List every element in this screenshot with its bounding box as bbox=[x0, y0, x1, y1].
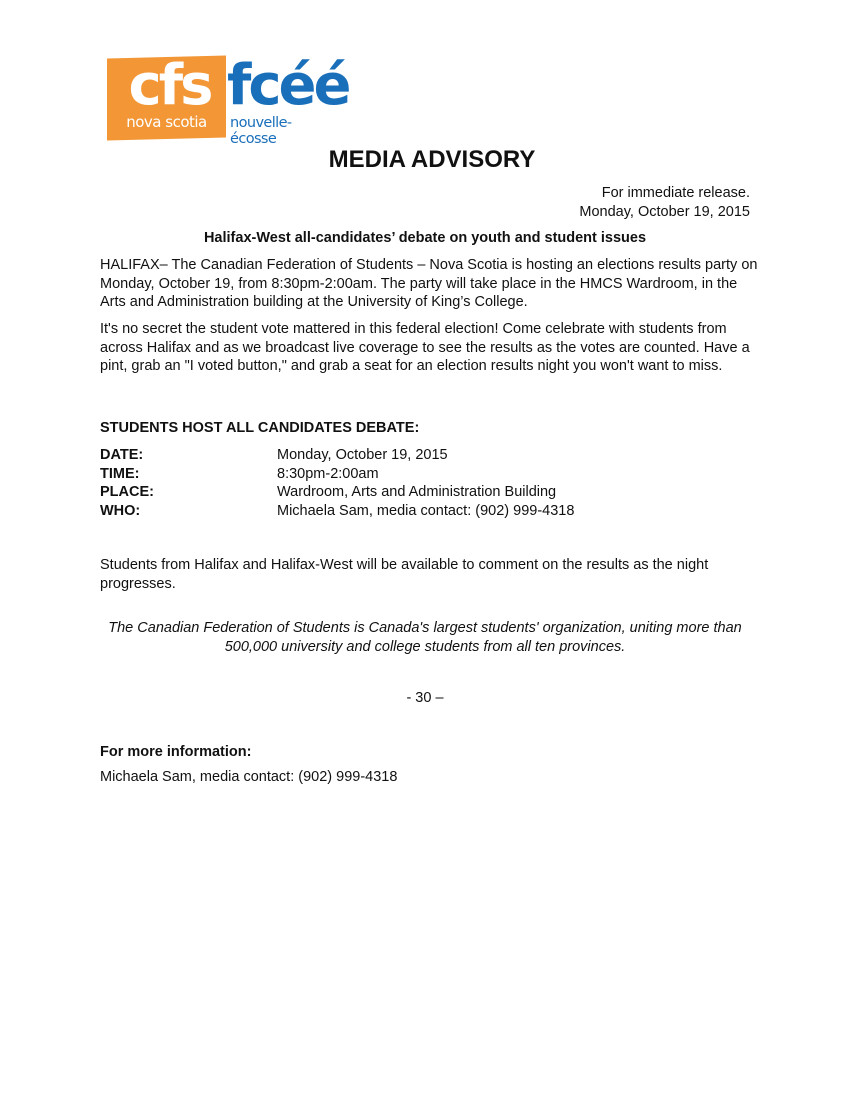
release-info bbox=[579, 184, 750, 222]
section-heading: STUDENTS HOST ALL CANDIDATES DEBATE: bbox=[100, 420, 420, 436]
detail-row-who bbox=[100, 502, 574, 521]
release-note: For immediate release. bbox=[601, 185, 750, 201]
event-details bbox=[100, 446, 574, 520]
detail-value: Wardroom, Arts and Administration Building bbox=[277, 484, 557, 500]
detail-label: TIME: bbox=[100, 465, 140, 482]
organization-blurb: The Canadian Federation of Students is Canada's largest students' organization, uniting more than 500,000 university and college students from all ten provinces. bbox=[108, 620, 742, 655]
detail-row-date bbox=[100, 446, 574, 465]
detail-row-place bbox=[100, 483, 574, 502]
end-mark: - 30 – bbox=[406, 690, 444, 706]
detail-value: Monday, October 19, 2015 bbox=[277, 447, 448, 463]
more-info-heading: For more information: bbox=[100, 744, 252, 760]
release-date: Monday, October 19, 2015 bbox=[579, 204, 750, 220]
logo-nouvelle-ecosse-text: nouvelle-écosse bbox=[230, 115, 292, 147]
detail-value: Michaela Sam, media contact: (902) 999-4318 bbox=[277, 502, 575, 519]
comment-availability-paragraph: Students from Halifax and Halifax-West will be available to comment on the results as the night progresses. bbox=[100, 557, 709, 592]
detail-label: DATE: bbox=[100, 447, 144, 463]
detail-row-time bbox=[100, 465, 574, 484]
logo-nova-scotia-text: nova scotia bbox=[126, 113, 207, 131]
logo-cfs-text: cfs bbox=[128, 53, 211, 118]
headline: Halifax-West all-candidates’ debate on youth and student issues bbox=[203, 230, 647, 246]
intro-paragraph: HALIFAX– The Canadian Federation of Students – Nova Scotia is hosting an elections results party on Monday, October 19, from 8:30pm-2:00am. The party will take place in the HMCS Wardroom, in the Arts and Administration building at the University of King’s College. bbox=[100, 257, 758, 310]
logo-fcee-text: fcéé bbox=[227, 53, 349, 118]
media-contact: Michaela Sam, media contact: (902) 999-4318 bbox=[100, 769, 398, 785]
page-title: MEDIA ADVISORY bbox=[328, 146, 536, 173]
detail-label: WHO: bbox=[100, 502, 141, 519]
detail-value: 8:30pm-2:00am bbox=[277, 465, 379, 482]
cfs-logo bbox=[107, 53, 349, 147]
celebration-paragraph: It's no secret the student vote mattered in this federal election! Come celebrate with students from across Halifax and as we broadcast live coverage to see the results as the votes are counted. Have a pint, grab an "I voted button," and grab a seat for an election results night you won't want to miss. bbox=[100, 321, 750, 374]
detail-label: PLACE: bbox=[100, 484, 154, 500]
